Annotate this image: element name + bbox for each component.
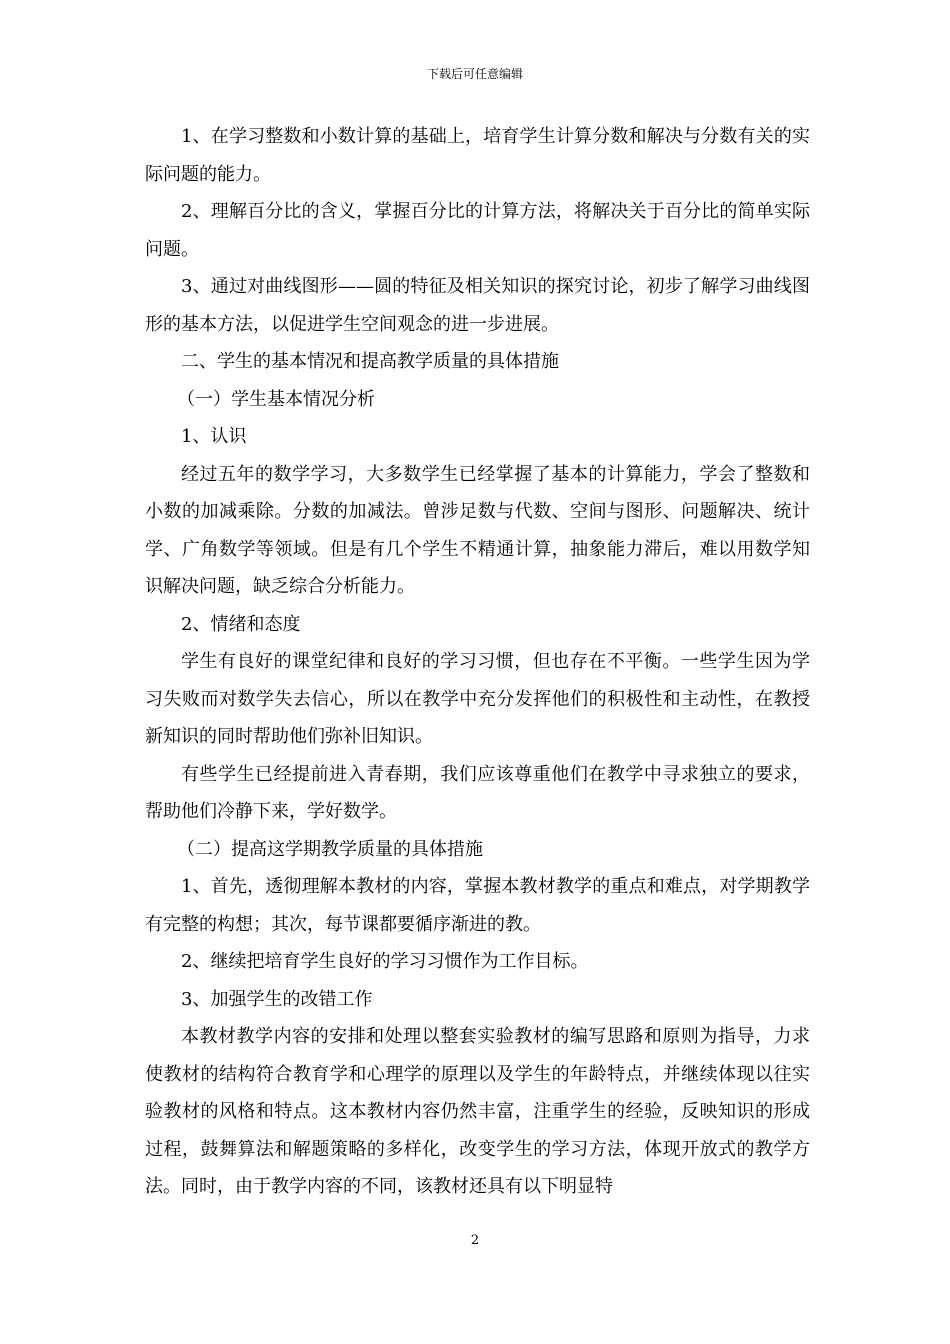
paragraph-goal-1: 1、在学习整数和小数计算的基础上，培育学生计算分数和解决与分数有关的实际问题的能力。 [145,126,810,185]
paragraph-textbook: 本教材教学内容的安排和处理以整套实验教材的编写思路和原则为指导，力求使教材的结构符合教育学和心理学的原理以及学生的年龄特点，并继续体现以往实验教材的风格和特点。这本教材内容仍然丰富，注重学生的经验，反映知识的形成过程，鼓舞算法和解题策略的多样化，改变学生的学习方法，体现开放式的教学方法。同时，由于教学内容的不同，该教材还具有以下明显特 [145,1026,810,1197]
paragraph-measure-3: 3、加强学生的改错工作 [181,988,373,1010]
item-heading-cognition: 1、认识 [181,426,247,447]
paragraph-goal-2: 2、理解百分比的含义，掌握百分比的计算方法，将解决关于百分比的简单实际问题。 [145,201,810,260]
section-heading-2: 二、学生的基本情况和提高教学质量的具体措施 [181,351,559,372]
paragraph-cognition: 经过五年的数学学习，大多数学生已经掌握了基本的计算能力，学会了整数和小数的加减乘除。分数的加减法。曾涉足数与代数、空间与图形、问题解决、统计学、广角数学等领域。但是有几个学生不精通计算，抽象能力滞后，难以用数学知识解决问题，缺乏综合分析能力。 [145,463,810,597]
item-heading-attitude: 2、情绪和态度 [181,613,301,635]
subsection-heading-2: （二）提高这学期教学质量的具体措施 [177,838,483,860]
document-body [145,118,810,1206]
paragraph-attitude-1: 学生有良好的课堂纪律和良好的学习习惯，但也存在不平衡。一些学生因为学习失败而对数学失去信心，所以在教学中充分发挥他们的积极性和主动性，在教授新知识的同时帮助他们弥补旧知识。 [145,651,810,747]
subsection-heading-1: （一）学生基本情况分析 [177,388,375,410]
paragraph-attitude-2: 有些学生已经提前进入青春期，我们应该尊重他们在教学中寻求独立的要求，帮助他们冷静下来，学好数学。 [145,763,810,822]
paragraph-measure-1: 1、首先，透彻理解本教材的内容，掌握本教材教学的重点和难点，对学期教学有完整的构想；其次，每节课都要循序渐进的教。 [145,876,810,935]
page-header: 下载后可任意编辑 [426,67,523,81]
paragraph-goal-3: 3、通过对曲线图形——圆的特征及相关知识的探究讨论，初步了解学习曲线图形的基本方法，以促进学生空间观念的进一步进展。 [145,276,810,335]
paragraph-measure-2: 2、继续把培育学生良好的学习习惯作为工作目标。 [181,951,589,972]
page-number: 2 [470,1233,480,1248]
